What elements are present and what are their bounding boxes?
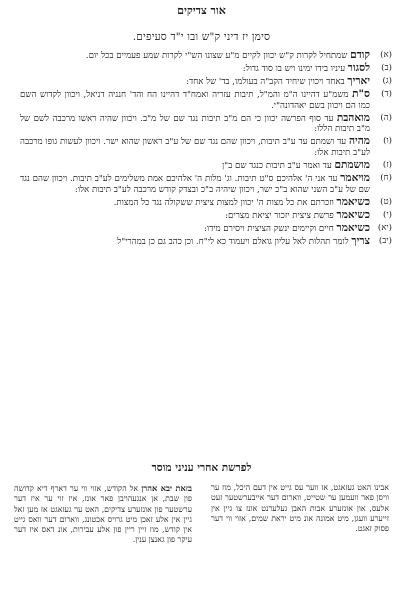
item-number: (ז)	[382, 160, 392, 171]
item-number: (ו)	[383, 136, 392, 147]
item-text: עיניו בידו ימינו ויש בו סוד גדול:	[242, 63, 346, 74]
item-body	[20, 136, 370, 159]
item-lead-word: צריך	[351, 234, 370, 247]
item-lead-word: כשיאמר	[336, 208, 370, 221]
list-item	[20, 197, 392, 209]
item-text: פרשת ציצית יזכור יציאת מצרים:	[225, 210, 334, 221]
item-number: (ב)	[381, 62, 392, 73]
item-text: שמתחיל לקרות ק"ש יכוון לקיים מ"ע שצונו הש"י לקרות שמע פעמיים בכל יום.	[85, 51, 348, 61]
item-lead-word: מואהבת	[336, 111, 370, 124]
item-body	[20, 63, 370, 75]
list-item	[20, 50, 392, 62]
item-number: (ח)	[380, 173, 392, 184]
item-lead-word: יאריך	[347, 74, 370, 87]
item-body	[20, 197, 370, 209]
section-heading: סימן יז דיני ק"ש ובו י"ד סעיפים.	[132, 31, 271, 43]
item-number: (א)	[380, 50, 392, 60]
item-text: לומר תהלות לאל עליון גואלם ויעמוד כא לי"ח. וכן כהב גם כן במהרי"ל	[117, 236, 349, 247]
item-text: באחד ויכוין שיחיד הקב"ה בעולמו, בד' של אחד:	[186, 76, 345, 87]
right-column	[14, 483, 192, 595]
column-text: אבינו האט געזאגט, אז ווער עס גייט אין דעם היכל, מוז ער וויסן פאר וועמען ער שטייט, ווארום דער אייבערשטער זעט אלעס, און אונזערע אבות האבן געלערנט אונז צו גיין אין זייערע וועגן, מיט אמונה אונ מיט יראת שמים, אזוי ווי דער פסוק זאגט.	[211, 483, 389, 534]
item-text: חיים וקיימים ינשק הציצית ויסירם מידו:	[204, 223, 334, 234]
list-item	[20, 89, 392, 112]
running-header: אור צדיקים	[177, 4, 226, 17]
item-text: משמ"ע דהיינו ה"מ והמ"ל, תיבות עזריה ואמח"ד דהיינו הח והד' חנניה דניאל, ויכוון לקדוש השם כמו הם ויכוון בשם יאהדונה"י.	[20, 89, 370, 111]
list-item	[20, 236, 392, 248]
musar-columns	[14, 483, 389, 595]
item-body	[20, 50, 370, 62]
item-lead-word: מהיה	[348, 135, 370, 148]
list-item	[20, 173, 392, 196]
item-number: (ג)	[382, 75, 392, 86]
item-body	[20, 76, 370, 88]
laws-list	[20, 50, 392, 249]
list-item	[20, 210, 392, 222]
column-text: אל הקודש, אזוי ווי ער דארף דיא קדושה פון שבת, אן אנגעהויבן פאר אונז, איז זוי ער איז דער ערשטער פון אונזערע צדיקים, האט ער געזאגט אז מען זאל גיין אין אלע זאכן מיט גרויס אכטונג, ווארום דער וואס גייט אין קודש, מוז זיין ריין פון אלע עבירות, אונ דאס איז דער עיקר פון גאנצן ענין.	[14, 484, 192, 545]
musar-section-title: לפרשת אחרי עניני מוסר	[151, 462, 252, 474]
item-lead-word: מושמתם	[334, 159, 370, 172]
item-text: עד אני ה' אלהיכם ס"ט תיבות. וג' מלות ה' אלהיכם אמת משלימים לע"ב תיבות. ויכוון שהם נגד שם של ע"ב השני שהוא ב"כ ישר, ויכוון שיהיה ב"כ ובצדק קודש מרכבה לע"ב תיבות אלו:	[20, 174, 370, 195]
item-text: עד ושמתם עד ע"ב תיבות, ויכוון שהם נגד שם של ע"ב ראשון שהוא ישר. ויכוון לעשות גופו מרכבה לע"ב תיבות אלו:	[20, 137, 370, 159]
item-number: (ד)	[381, 88, 392, 99]
item-text: עד ואמר ע"ב תיבות כנגד שם ב"ן	[221, 161, 332, 172]
column-lead-phrase: בזאת יבא אהרן	[141, 483, 192, 493]
item-lead-word: קודם	[350, 49, 370, 61]
left-column	[211, 483, 389, 595]
item-lead-word: כשיאמר	[336, 195, 370, 208]
item-body	[20, 89, 370, 112]
list-item	[20, 223, 392, 235]
list-item	[20, 136, 392, 159]
item-lead-word: ס"ת	[352, 87, 370, 100]
item-text: וזכרתם את כל מצות ה' יכוון למצות ציצית ששקולה נגד כל המצות.	[113, 197, 334, 208]
item-body	[20, 210, 370, 222]
item-number: (י)	[383, 209, 392, 220]
item-lead-word: מויאמר	[340, 172, 371, 185]
item-body	[20, 160, 370, 172]
item-lead-word: לסגור	[347, 61, 370, 74]
item-text: עד סוף הפרשה יכוון כי הם מ"ב תיבות נגד שם של מ"ב. ויכוון שהיה ראשו מרכבה לשם של מ"ב תיבות הללו:	[20, 113, 370, 135]
list-item	[20, 160, 392, 172]
item-number: (ט)	[380, 196, 392, 207]
item-body	[20, 223, 370, 235]
list-item	[20, 76, 392, 88]
list-item	[20, 63, 392, 75]
item-body	[20, 113, 370, 136]
item-body	[20, 236, 370, 248]
item-body	[20, 173, 370, 196]
item-lead-word: כשיאמר	[336, 221, 370, 234]
list-item	[20, 113, 392, 136]
item-number: (יב)	[378, 235, 392, 246]
item-number: (ה)	[380, 112, 392, 123]
item-number: (יא)	[377, 222, 392, 233]
